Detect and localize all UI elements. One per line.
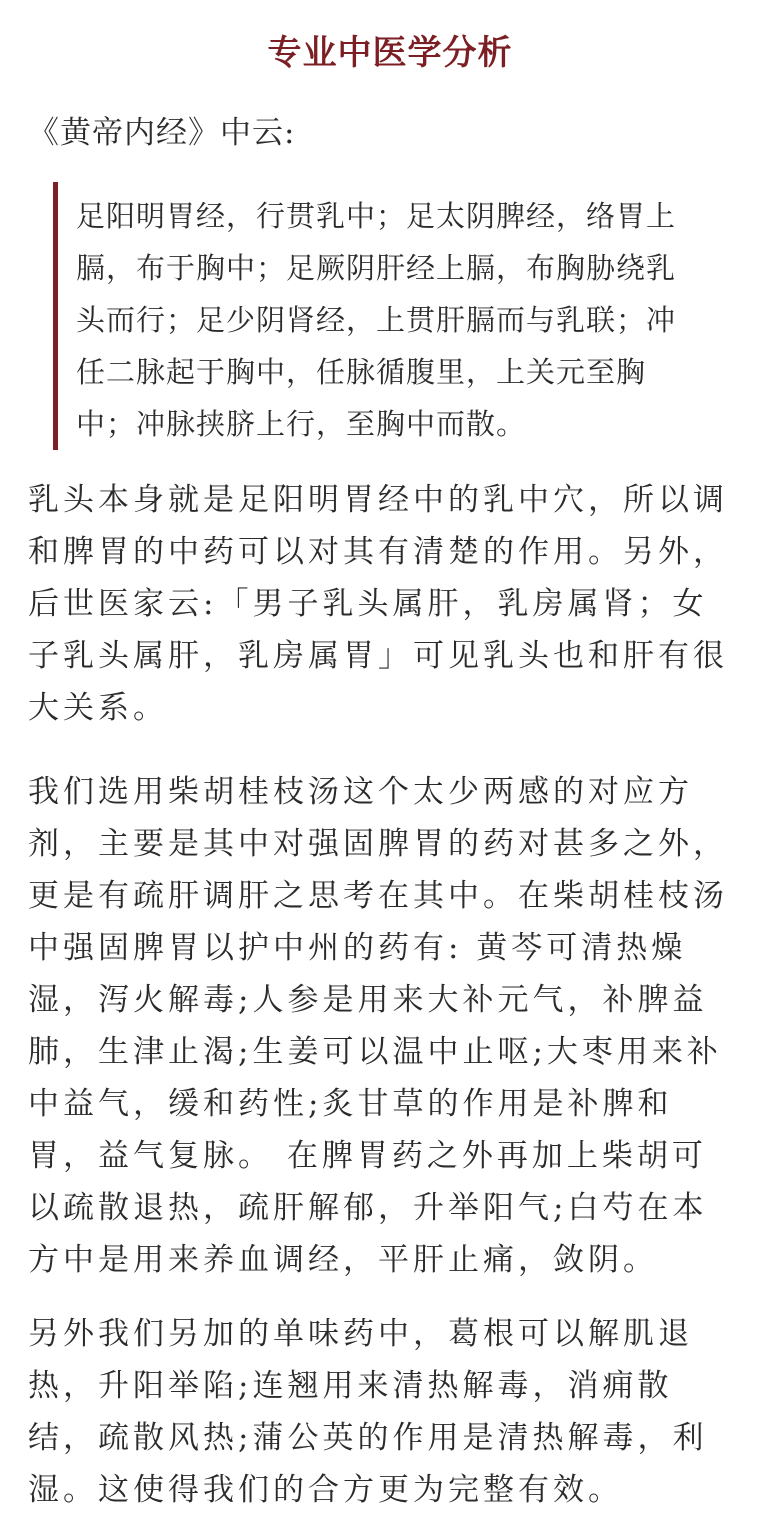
paragraph-line: 结，疏散风热;蒲公英的作用是清热解毒，利 — [28, 1420, 708, 1456]
paragraph-3 — [28, 1308, 758, 1516]
paragraph-line: 湿，泻火解毒;人参是用来大补元气，补脾益 — [28, 982, 708, 1018]
paragraph-line: 另外我们另加的单味药中，葛根可以解肌退 — [28, 1316, 693, 1352]
quote-line: 膈，布于胸中；足厥阴肝经上膈，布胸胁绕乳 — [76, 251, 677, 285]
blockquote — [53, 182, 713, 450]
quote-line: 头而行；足少阴肾经，上贯肝膈而与乳联；冲 — [76, 303, 677, 337]
paragraph-line: 湿。这使得我们的合方更为完整有效。 — [28, 1472, 623, 1508]
paragraph-line: 肺，生津止渴;生姜可以温中止呕;大枣用来补 — [28, 1034, 722, 1070]
paragraph-1 — [28, 474, 758, 734]
paragraph-line: 更是有疏肝调肝之思考在其中。在柴胡桂枝汤 — [28, 878, 728, 914]
paragraph-line: 后世医家云:「男子乳头属肝，乳房属肾；女 — [28, 586, 708, 622]
paragraph-line: 乳头本身就是足阳明胃经中的乳中穴，所以调 — [28, 482, 728, 518]
paragraph-line: 大关系。 — [28, 690, 168, 726]
quote-line: 任二脉起于胸中，任脉循腹里，上关元至胸 — [76, 355, 647, 389]
intro-text: 《黄帝内经》中云: — [28, 115, 296, 151]
paragraph-line: 以疏散退热，疏肝解郁，升举阳气;白芍在本 — [28, 1190, 708, 1226]
paragraph-line: 子乳头属肝，乳房属胃」可见乳头也和肝有很 — [28, 638, 728, 674]
paragraph-line: 我们选用柴胡桂枝汤这个太少两感的对应方 — [28, 774, 693, 810]
paragraph-2 — [28, 766, 758, 1286]
paragraph-line: 和脾胃的中药可以对其有清楚的作用。另外， — [28, 534, 728, 570]
quote-line: 中；冲脉挟脐上行，至胸中而散。 — [76, 407, 527, 441]
paragraph-line: 方中是用来养血调经，平肝止痛，敛阴。 — [28, 1242, 658, 1278]
paragraph-line: 中益气，缓和药性;炙甘草的作用是补脾和 — [28, 1086, 673, 1122]
paragraph-line: 中强固脾胃以护中州的药有: 黄芩可清热燥 — [28, 930, 687, 966]
paragraph-line: 胃，益气复脉。 在脾胃药之外再加上柴胡可 — [28, 1138, 707, 1174]
quote-line: 足阳明胃经，行贯乳中；足太阴脾经，络胃上 — [76, 199, 677, 233]
paragraph-line: 热，升阳举陷;连翘用来清热解毒，消痈散 — [28, 1368, 673, 1404]
paragraph-line: 剂，主要是其中对强固脾胃的药对甚多之外， — [28, 826, 728, 862]
page-title: 专业中医学分析 — [267, 33, 513, 73]
